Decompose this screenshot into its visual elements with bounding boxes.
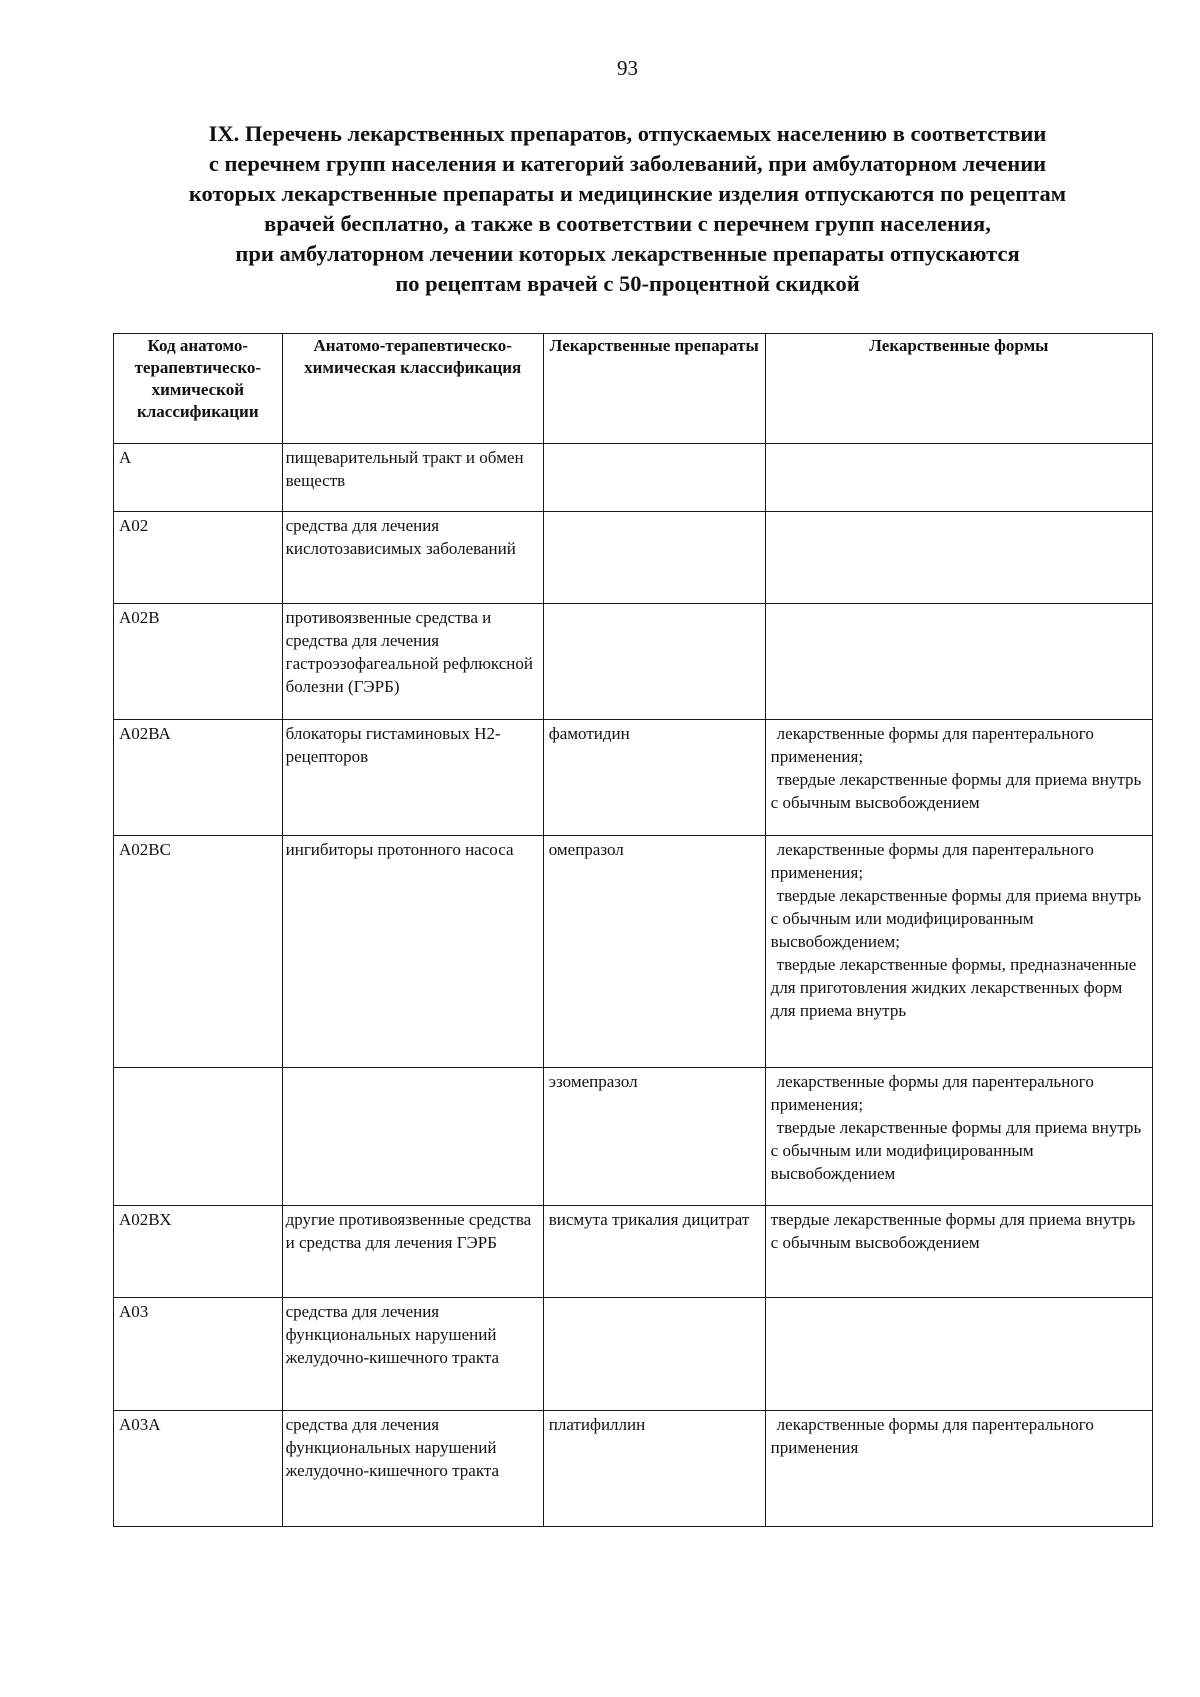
cell-code: А02ВА: [114, 720, 283, 836]
title-line: по рецептам врачей с 50-процентной скидкой: [395, 271, 860, 296]
cell-classification: средства для лечения функциональных нарушений желудочно-кишечного тракта: [282, 1298, 543, 1411]
cell-code: А03А: [114, 1411, 283, 1527]
cell-forms: [765, 1068, 1152, 1206]
cell-forms: [765, 604, 1152, 720]
header-classification: Анатомо-терапевтическо-химическая классификация: [282, 334, 543, 444]
cell-code: А02: [114, 512, 283, 604]
form-entry: твердые лекарственные формы для приема внутрь с обычным высвобождением: [770, 1210, 1136, 1252]
title-line: с перечнем групп населения и категорий заболеваний, при амбулаторном лечении: [208, 151, 1047, 176]
header-drugs: Лекарственные препараты: [543, 334, 765, 444]
cell-drug: платифиллин: [543, 1411, 765, 1527]
table-header-row: [114, 334, 1153, 444]
page-number: 93: [617, 56, 638, 80]
form-entry: лекарственные формы для парентерального применения;: [770, 724, 1094, 766]
cell-classification: средства для лечения кислотозависимых заболеваний: [282, 512, 543, 604]
cell-drug: [543, 604, 765, 720]
cell-forms: [765, 444, 1152, 512]
title-line: врачей бесплатно, а также в соответствии с перечнем групп населения,: [264, 211, 991, 236]
header-code: Код анатомо-терапевтическо-химической классификации: [114, 334, 283, 444]
page-title: [100, 119, 1155, 299]
cell-classification: ингибиторы протонного насоса: [282, 836, 543, 1068]
table-row: [114, 444, 1153, 512]
cell-forms: [765, 720, 1152, 836]
table-row: [114, 604, 1153, 720]
cell-classification: блокаторы гистаминовых Н2-рецепторов: [282, 720, 543, 836]
cell-code: [114, 1068, 283, 1206]
title-line: при амбулаторном лечении которых лекарственные препараты отпускаются: [235, 241, 1020, 266]
cell-forms: [765, 512, 1152, 604]
cell-classification: [282, 1068, 543, 1206]
cell-forms: [765, 1298, 1152, 1411]
cell-drug: [543, 512, 765, 604]
title-line: IX. Перечень лекарственных препаратов, отпускаемых населению в соответствии: [208, 121, 1047, 146]
cell-classification: противоязвенные средства и средства для лечения гастроэзофагеальной рефлюксной болезни (ГЭРБ): [282, 604, 543, 720]
table-row: [114, 1411, 1153, 1527]
form-entry: лекарственные формы для парентерального применения: [770, 1415, 1094, 1457]
cell-drug: [543, 444, 765, 512]
cell-code: А02ВС: [114, 836, 283, 1068]
cell-drug: омепразол: [543, 836, 765, 1068]
cell-drug: фамотидин: [543, 720, 765, 836]
table-row: [114, 1298, 1153, 1411]
cell-code: А: [114, 444, 283, 512]
cell-code: А03: [114, 1298, 283, 1411]
header-forms: Лекарственные формы: [765, 334, 1152, 444]
cell-classification: средства для лечения функциональных нарушений желудочно-кишечного тракта: [282, 1411, 543, 1527]
cell-forms: [765, 1411, 1152, 1527]
form-entry: лекарственные формы для парентерального применения;: [770, 840, 1094, 882]
table-row: [114, 1206, 1153, 1298]
cell-forms: [765, 836, 1152, 1068]
table-row: [114, 1068, 1153, 1206]
cell-drug: [543, 1298, 765, 1411]
drug-table: [113, 333, 1153, 1527]
title-line: которых лекарственные препараты и медицинские изделия отпускаются по рецептам: [188, 181, 1067, 206]
cell-code: А02В: [114, 604, 283, 720]
table-row: [114, 512, 1153, 604]
cell-classification: пищеварительный тракт и обмен веществ: [282, 444, 543, 512]
form-entry: твердые лекарственные формы для приема внутрь с обычным или модифицированным высвобождением: [770, 1118, 1142, 1183]
form-entry: твердые лекарственные формы для приема внутрь с обычным или модифицированным высвобождением;: [770, 886, 1142, 951]
cell-drug: эзомепразол: [543, 1068, 765, 1206]
cell-code: А02ВХ: [114, 1206, 283, 1298]
cell-classification: другие противоязвенные средства и средства для лечения ГЭРБ: [282, 1206, 543, 1298]
cell-forms: [765, 1206, 1152, 1298]
form-entry: твердые лекарственные формы для приема внутрь с обычным высвобождением: [770, 770, 1142, 812]
cell-drug: висмута трикалия дицитрат: [543, 1206, 765, 1298]
table-row: [114, 836, 1153, 1068]
form-entry: лекарственные формы для парентерального применения;: [770, 1072, 1094, 1114]
table-row: [114, 720, 1153, 836]
form-entry: твердые лекарственные формы, предназначенные для приготовления жидких лекарственных форм для приема внутрь: [770, 955, 1137, 1020]
